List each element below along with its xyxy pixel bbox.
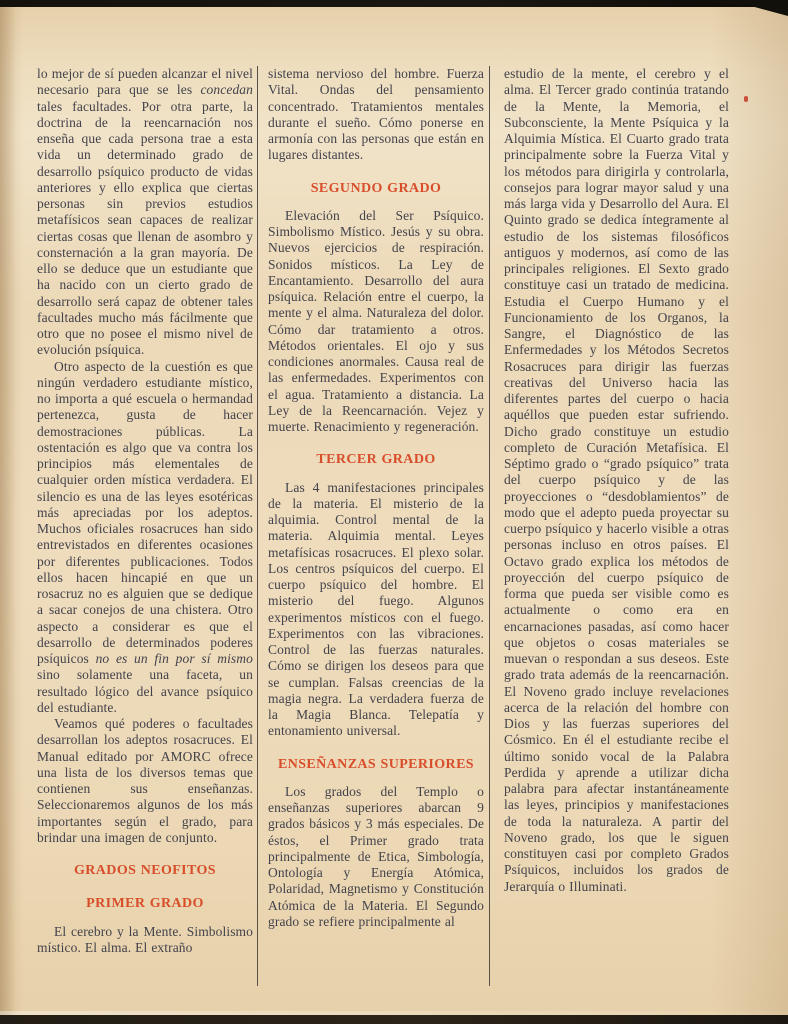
section-heading: PRIMER GRADO <box>86 896 204 912</box>
page-edge-left-shadow <box>0 0 16 1024</box>
body-paragraph: Las 4 manifestaciones principales de la materia. El misterio de la alquimia. Control mental de la materia. Alquimia mental. Leyes metafísicas rosacruces. El plexo solar. Los centros psíquicos del cuerpo. El cuerpo psíquico del hombre. El misterio del fuego. Algunos experimentos místicos con el fuego. Experimentos con las vibraciones. Control de las fuerzas naturales. Cómo se dirigen los deseos para que se cumplan. Falsas creencias de la magia negra. La verdadera fuerza de la Magia Blanca. Telepatía y entonamiento universal. <box>268 479 484 739</box>
section-heading: TERCER GRADO <box>316 452 436 468</box>
section-heading: GRADOS NEOFITOS <box>74 863 216 878</box>
section-heading: SEGUNDO GRADO <box>310 180 442 196</box>
body-paragraph: sistema nervioso del hombre. Fuerza Vital. Ondas del pensamiento concentrado. Tratamientos mentales durante el sueño. Cómo ponerse en armonía con las personas que están en lugares distantes. <box>268 66 484 163</box>
scan-edge-bottom <box>0 1015 788 1024</box>
body-paragraph: estudio de la mente, el cerebro y el alma. El Tercer grado continúa tratando de la Mente, la Memoria, el Subconsciente, la Mente Psíquica y la Alquimia Mística. El Cuarto grado trata principalmente sobre la Fuerza Vital y los métodos para dirigirla y controlarla, consejos para lograr mayor salud y una más larga vida y Desarrollo del Aura. El Quinto grado se dedica íntegramente al estudio de los sistemas filosóficos antiguos y modernos, así como de las principales religiones. El Sexto grado constituye casi un tratado de medicina. Estudia el Cuerpo Humano y el Funcionamiento de los Organos, la Sangre, el Diagnóstico de las Enfermedades y los Métodos Secretos Rosacruces para dirigir las fuerzas creativas del Universo hacia las diferentes partes del cuerpo o hacia aquéllos que pueden estar sufriendo. Dicho grado constituye un estudio completo de Curación Metafísica. El Séptimo grado o “grado psíquico” trata del cuerpo psíquico y de las proyecciones o “desdoblamientos” de modo que el adepto pueda proyectar su cuerpo psíquico y hacerlo visible a otras personas incluso en otros países. El Octavo grado explica los métodos de proyección del cuerpo psíquico de forma que pueda ser visible como es actualmente o como era en encarnaciones pasadas, así como hacer que objetos o cosas materiales se muevan o respondan a sus deseos. Este grado trata además de la reencarnación. El Noveno grado incluye revelaciones acerca de la relación del hombre con Dios y las fuerzas superiores del Cósmico. En él el estudiante recibe el último sonido vocal de la Palabra Perdida y aprende a utilizar dicha palabra para afectar instantáneamente las leyes, principios y manifestaciones de toda la naturaleza. A partir del Noveno grado, los que le siguen constituyen casi por completo Grados Psíquicos, incluidos los grados de Jerarquía o Illuminati. <box>504 66 729 894</box>
text-column-center <box>268 66 484 988</box>
body-paragraph: lo mejor de sí pueden alcanzar el nivel necesario para que se les concedan tales facultades. Por otra parte, la doctrina de la reencarnación nos enseña que cada persona trae a esta vida un determinado grado de desarrollo psíquico producto de vidas anteriores y ello explica que ciertas personas sin previos estudios metafísicos sean capaces de realizar ciertas cosas que llenan de asombro y consternación a la gran mayoría. De ello se deduce que un estudiante que ha nacido con un cierto grado de desarrollo será capaz de obtener tales facultades mucho más fácilmente que otro que no posee el mismo nivel de evolución psíquica. <box>37 66 253 358</box>
red-ink-speck <box>744 96 748 102</box>
page-content <box>37 66 729 988</box>
text-column-right <box>504 66 729 988</box>
body-paragraph: Elevación del Ser Psíquico. Simbolismo Místico. Jesús y su obra. Nuevos ejercicios de respiración. Sonidos místicos. La Ley de Encantamiento. Desarrollo del aura psíquica. Relación entre el cuerpo, la mente y el alma. Naturaleza del dolor. Cómo dar tratamiento a otros. Métodos orientales. El ojo y sus condiciones anormales. Causa real de las enfermedades. Experimentos con el agua. Tratamiento a distancia. La Ley de la Reencarnación. Vejez y muerte. Renacimiento y regeneración. <box>268 207 484 434</box>
column-divider-right <box>489 66 490 986</box>
body-paragraph: El cerebro y la Mente. Simbolismo místico. El alma. El extraño <box>37 923 253 955</box>
column-divider-left <box>257 66 258 986</box>
scan-edge-top <box>0 0 788 7</box>
text-column-left <box>37 66 253 988</box>
body-paragraph: Los grados del Templo o enseñanzas superiores abarcan 9 grados básicos y 3 más especiales. De éstos, el Primer grado trata principalmente de Etica, Simbología, Ontología y Energía Atómica, Polaridad, Magnetismo y Constitución Atómica de la Materia. El Segundo grado se refiere principalmente al <box>268 783 484 929</box>
body-paragraph: Veamos qué poderes o facultades desarrollan los adeptos rosacruces. El Manual editado por AMORC ofrece una lista de los diversos temas que contienen sus enseñanzas. Seleccionaremos algunos de los más importantes según el grado, para brindar una imagen de conjunto. <box>37 716 253 845</box>
body-paragraph: Otro aspecto de la cuestión es que ningún verdadero estudiante místico, no importa a qué escuela o hermandad pertenezca, gusta de hacer demostraciones públicas. La ostentación es algo que va contra los principios más elementales de cualquier orden mística verdadera. El silencio es una de las leyes esotéricas más apreciadas por los adeptos. Muchos oficiales rosacruces han sido entrevistados en diferentes ocasiones por diferentes publicaciones. Todos ellos hacen hincapié en que un rosacruz no es alguien que se dedique a sacar conejos de una chistera. Otro aspecto a considerar es que el desarrollo de determinados poderes psíquicos no es un fin por sí mismo sino solamente una faceta, un resultado lógico del avance psíquico del estudiante. <box>37 358 253 715</box>
section-heading: ENSEÑANZAS SUPERIORES <box>277 756 474 772</box>
